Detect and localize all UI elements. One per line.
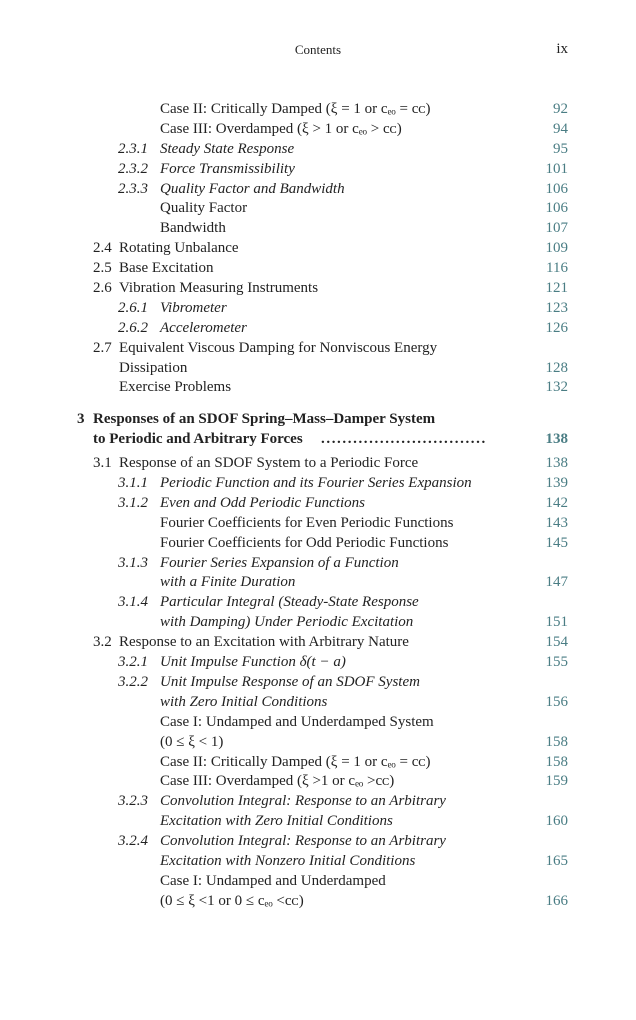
toc-entry[interactable] bbox=[0, 120, 636, 140]
toc-entry-page: 95 bbox=[553, 140, 568, 157]
toc-entry[interactable] bbox=[0, 239, 636, 259]
toc-entry-label: 3.2.4 bbox=[118, 833, 148, 850]
toc-entry-title: Response of an SDOF System to a Periodic Force bbox=[119, 455, 419, 472]
toc-entry[interactable] bbox=[0, 339, 636, 359]
toc-entry-title: Vibration Measuring Instruments bbox=[119, 280, 319, 297]
toc-entry[interactable] bbox=[0, 733, 636, 753]
toc-entry[interactable] bbox=[0, 199, 636, 219]
toc-entry-page: 139 bbox=[545, 475, 568, 492]
toc-entry-label: 3.1.3 bbox=[118, 554, 148, 571]
running-head bbox=[0, 42, 636, 62]
toc-entry-title: Even and Odd Periodic Functions bbox=[160, 494, 365, 511]
toc-entry-label: 2.3.1 bbox=[118, 140, 148, 157]
toc-entry-label: 2.6.2 bbox=[118, 319, 148, 336]
toc-entry-title: Fourier Series Expansion of a Function bbox=[160, 554, 399, 571]
toc-entry-label: 2.5 bbox=[93, 260, 112, 277]
toc-entry-page: 126 bbox=[545, 319, 568, 336]
toc-entry[interactable] bbox=[0, 140, 636, 160]
chapter-title: Responses of an SDOF Spring–Mass–Damper System bbox=[93, 411, 436, 428]
toc-entry[interactable] bbox=[0, 219, 636, 239]
toc-entry[interactable] bbox=[0, 573, 636, 593]
toc-entry-title: with Damping) Under Periodic Excitation bbox=[160, 614, 414, 631]
toc-entry[interactable] bbox=[0, 454, 636, 474]
toc-entry[interactable] bbox=[0, 613, 636, 633]
toc-entry-page: 107 bbox=[545, 220, 568, 237]
toc-entry-label: 3.1.2 bbox=[118, 494, 148, 511]
toc-entry-page: 160 bbox=[545, 813, 568, 830]
toc-entry[interactable] bbox=[0, 753, 636, 773]
toc-entry-page: 109 bbox=[545, 240, 568, 257]
toc-entry-title: Steady State Response bbox=[160, 140, 295, 157]
toc-entry-title: Bandwidth bbox=[160, 220, 226, 237]
toc-entry-title: Quality Factor and Bandwidth bbox=[160, 180, 345, 197]
dot-leader: ............................... bbox=[321, 431, 487, 448]
toc-entry-page: 158 bbox=[545, 753, 568, 770]
toc-entry-title: Fourier Coefficients for Odd Periodic Functions bbox=[160, 534, 449, 551]
toc-entry-page: 156 bbox=[545, 693, 568, 710]
toc-entry-label: 3.2 bbox=[93, 634, 112, 651]
toc-entry-title: Excitation with Zero Initial Conditions bbox=[160, 813, 393, 830]
toc-entry-page: 158 bbox=[545, 733, 568, 750]
toc-entry-title: Exercise Problems bbox=[119, 379, 232, 396]
toc-entry[interactable] bbox=[0, 534, 636, 554]
toc-entry[interactable] bbox=[0, 554, 636, 574]
toc-entry-title: Base Excitation bbox=[119, 260, 214, 277]
toc-entry-label: 3.1 bbox=[93, 455, 112, 472]
toc-entry[interactable] bbox=[0, 160, 636, 180]
chapter-entry[interactable] bbox=[0, 410, 636, 430]
toc-entry-page: 94 bbox=[553, 120, 568, 137]
toc-entry-page: 106 bbox=[545, 200, 568, 217]
toc-entry-page: 121 bbox=[545, 280, 568, 297]
toc-entry-title: (0 ≤ ξ <1 or 0 ≤ cₑₒ <cᴄ) bbox=[160, 892, 304, 909]
toc-entry[interactable] bbox=[0, 593, 636, 613]
toc-entry-page: 155 bbox=[545, 654, 568, 671]
toc-entry-label: 2.3.3 bbox=[118, 180, 148, 197]
toc-entry-label: 3.1.4 bbox=[118, 594, 148, 611]
toc-entry-title: Periodic Function and its Fourier Series Expansion bbox=[160, 475, 472, 492]
toc-entry-page: 123 bbox=[545, 299, 568, 316]
toc-entry-title: Excitation with Nonzero Initial Conditions bbox=[160, 852, 416, 869]
toc-entry[interactable] bbox=[0, 892, 636, 912]
toc-entry[interactable] bbox=[0, 279, 636, 299]
toc-entry[interactable] bbox=[0, 633, 636, 653]
toc-entry[interactable] bbox=[0, 832, 636, 852]
toc-entry-page: 116 bbox=[546, 260, 568, 277]
toc-entry-title: Case III: Overdamped (ξ > 1 or cₑₒ > cᴄ) bbox=[160, 120, 402, 137]
toc-entry-title: Fourier Coefficients for Even Periodic Functions bbox=[160, 514, 454, 531]
toc-entry-title: Unit Impulse Response of an SDOF System bbox=[160, 673, 420, 690]
toc-entry-page: 132 bbox=[545, 379, 568, 396]
toc-entry-page: 154 bbox=[545, 634, 568, 651]
toc-entry-title: Convolution Integral: Response to an Arbitrary bbox=[160, 793, 446, 810]
toc-entry[interactable] bbox=[0, 514, 636, 534]
toc-entry-page: 142 bbox=[545, 494, 568, 511]
running-head-title: Contents bbox=[294, 42, 342, 57]
toc-entry-page: 143 bbox=[545, 514, 568, 531]
toc-entry-title: with a Finite Duration bbox=[160, 574, 296, 591]
toc-entry-page: 166 bbox=[545, 892, 568, 909]
toc-entry-page: 159 bbox=[545, 773, 568, 790]
toc-entry-label: 2.6 bbox=[93, 280, 112, 297]
chapter-entry[interactable] bbox=[0, 430, 636, 450]
toc-entry[interactable] bbox=[0, 100, 636, 120]
table-of-contents bbox=[0, 100, 636, 912]
toc-entry[interactable] bbox=[0, 772, 636, 792]
toc-entry[interactable] bbox=[0, 474, 636, 494]
toc-entry-title: Unit Impulse Function δ(t − a) bbox=[160, 654, 346, 671]
toc-entry-title: (0 ≤ ξ < 1) bbox=[160, 733, 224, 750]
toc-entry-title: Case III: Overdamped (ξ >1 or cₑₒ >cᴄ) bbox=[160, 773, 395, 790]
toc-entry-title: Force Transmissibility bbox=[160, 160, 295, 177]
toc-entry[interactable] bbox=[0, 259, 636, 279]
toc-entry[interactable] bbox=[0, 812, 636, 832]
toc-entry-title: Quality Factor bbox=[160, 200, 248, 217]
toc-entry-label: 2.4 bbox=[93, 240, 112, 257]
toc-entry[interactable] bbox=[0, 792, 636, 812]
toc-entry-label: 3.2.3 bbox=[118, 793, 148, 810]
toc-entry[interactable] bbox=[0, 494, 636, 514]
toc-entry-page: 106 bbox=[545, 180, 568, 197]
toc-entry-page: 128 bbox=[545, 359, 568, 376]
toc-entry-title: Dissipation bbox=[119, 359, 188, 376]
chapter-title: to Periodic and Arbitrary Forces bbox=[93, 431, 303, 448]
toc-entry[interactable] bbox=[0, 378, 636, 398]
toc-entry-title: Response to an Excitation with Arbitrary Nature bbox=[119, 634, 409, 651]
toc-entry-title: Case I: Undamped and Underdamped System bbox=[160, 713, 434, 730]
toc-entry[interactable] bbox=[0, 180, 636, 200]
chapter-gap bbox=[0, 398, 636, 410]
chapter-number: 3 bbox=[77, 411, 85, 428]
toc-entry-title: Convolution Integral: Response to an Arbitrary bbox=[160, 833, 446, 850]
toc-entry[interactable] bbox=[0, 872, 636, 892]
toc-entry[interactable] bbox=[0, 852, 636, 872]
toc-entry-label: 3.1.1 bbox=[118, 475, 148, 492]
toc-entry-title: Rotating Unbalance bbox=[119, 240, 239, 257]
page-number: ix bbox=[556, 41, 568, 57]
toc-entry-page: 147 bbox=[545, 574, 568, 591]
toc-entry[interactable] bbox=[0, 693, 636, 713]
toc-entry-title: Equivalent Viscous Damping for Nonviscous Energy bbox=[119, 339, 438, 356]
toc-entry-page: 101 bbox=[545, 160, 568, 177]
toc-entry-label: 3.2.1 bbox=[118, 654, 148, 671]
toc-entry-title: Vibrometer bbox=[160, 299, 227, 316]
toc-entry-label: 2.3.2 bbox=[118, 160, 148, 177]
toc-entry-title: Case II: Critically Damped (ξ = 1 or cₑₒ = cᴄ) bbox=[160, 101, 431, 117]
toc-entry-label: 2.6.1 bbox=[118, 299, 148, 316]
toc-entry-title: Case I: Undamped and Underdamped bbox=[160, 872, 386, 889]
toc-entry[interactable] bbox=[0, 673, 636, 693]
toc-entry[interactable] bbox=[0, 359, 636, 379]
toc-entry[interactable] bbox=[0, 713, 636, 733]
toc-entry-page: 92 bbox=[553, 101, 568, 117]
toc-entry-title: Accelerometer bbox=[160, 319, 247, 336]
toc-entry-title: with Zero Initial Conditions bbox=[160, 693, 328, 710]
toc-entry-page: 145 bbox=[545, 534, 568, 551]
toc-entry-page: 165 bbox=[545, 852, 568, 869]
toc-entry-page: 151 bbox=[545, 614, 568, 631]
toc-entry-label: 2.7 bbox=[93, 339, 112, 356]
toc-entry[interactable] bbox=[0, 319, 636, 339]
chapter-page: 138 bbox=[545, 431, 568, 448]
toc-entry-page: 138 bbox=[545, 455, 568, 472]
toc-entry[interactable] bbox=[0, 653, 636, 673]
toc-entry-label: 3.2.2 bbox=[118, 673, 148, 690]
toc-entry-title: Case II: Critically Damped (ξ = 1 or cₑₒ = cᴄ) bbox=[160, 753, 431, 770]
toc-entry-title: Particular Integral (Steady-State Response bbox=[160, 594, 419, 611]
toc-entry[interactable] bbox=[0, 299, 636, 319]
